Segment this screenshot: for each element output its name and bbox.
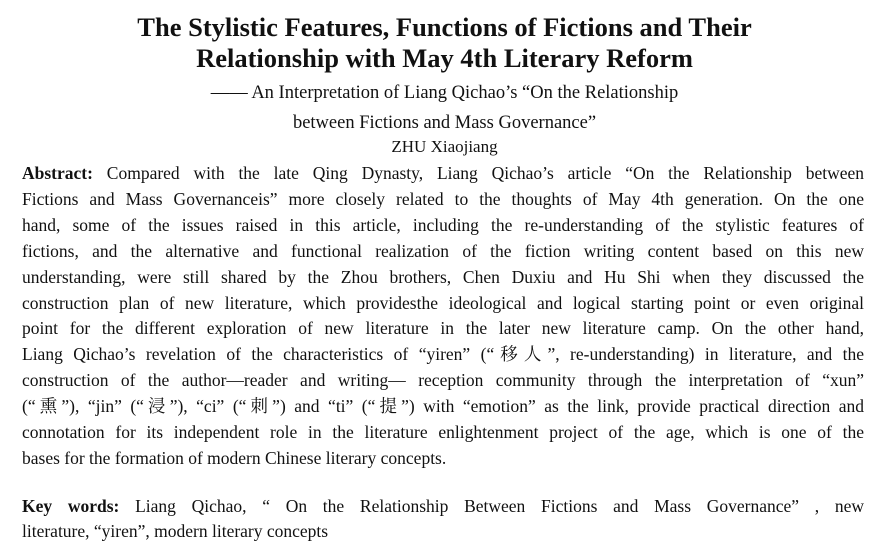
title-line-2: Relationship with May 4th Literary Reform	[196, 43, 693, 73]
abstract-line: Liang Qichao’s revelation of the characteristics of “yiren” (“移人”, re-understanding) in literature, and the	[22, 344, 864, 365]
abstract-line: understanding, were still shared by the Zhou brothers, Chen Duxiu and Hu Shi when they discussed the	[22, 266, 864, 287]
abstract-label: Abstract:	[22, 163, 93, 183]
keywords-line: literature, “yiren”, modern literary concepts	[22, 521, 329, 541]
abstract-line	[22, 161, 864, 187]
abstract-paragraph	[22, 161, 864, 472]
abstract-line: construction of the author—reader and writing— reception community through the interpretation of “xun”	[22, 370, 864, 391]
keywords-paragraph	[22, 494, 864, 544]
abstract-line: hand, some of the issues raised in this article, including the re-understanding of the stylistic features of	[22, 214, 864, 235]
subtitle-line-1: —— An Interpretation of Liang Qichao’s “On the Relationship	[210, 83, 679, 103]
abstract-line: (“熏”), “jin” (“浸”), “ci” (“刺”) and “ti” (“提”) with “emotion” as the link, provide practical direction and	[22, 396, 864, 417]
paper-title	[0, 12, 889, 74]
abstract-line-1-text: Compared with the late Qing Dynasty, Liang Qichao’s article “On the Relationship between	[92, 163, 864, 183]
paper-subtitle	[0, 78, 889, 138]
abstract-line: fictions, and the alternative and functional realization of the fiction writing content based on this new	[22, 240, 864, 261]
abstract-line: point for the different exploration of new literature in the later new literature camp. On the other hand,	[22, 318, 864, 339]
abstract-line: construction plan of new literature, which providesthe ideological and logical starting point or even original	[22, 292, 864, 313]
keywords-line	[22, 494, 864, 519]
author-name: ZHU Xiaojiang	[391, 137, 498, 156]
keywords-label: Key words:	[22, 496, 120, 516]
subtitle-line-2: between Fictions and Mass Governance”	[292, 113, 597, 133]
title-line-1: The Stylistic Features, Functions of Fictions and Their	[137, 12, 752, 42]
abstract-line: connotation for its independent role in the literature enlightenment project of the age, which is one of the	[22, 422, 864, 443]
abstract-line: bases for the formation of modern Chinese literary concepts.	[22, 447, 447, 468]
abstract-line: Fictions and Mass Governanceis” more closely related to the thoughts of May 4th generation. On the one	[22, 188, 864, 209]
keywords-line-1-text: Liang Qichao, “ On the Relationship Between Fictions and Mass Governance” , new	[119, 496, 865, 516]
